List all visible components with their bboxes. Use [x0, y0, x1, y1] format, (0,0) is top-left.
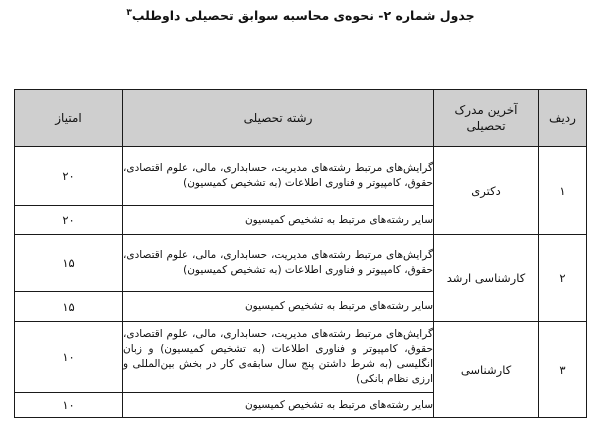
- table-title-text: جدول شماره ۲- نحوه‌ی محاسبه سوابق تحصیلی داوطلب: [131, 8, 475, 24]
- header-degree: آخرین مدرک تحصیلی: [434, 90, 539, 147]
- table-row: [15, 235, 587, 292]
- header-row-number: ردیف: [539, 90, 587, 147]
- header-field: رشته تحصیلی: [123, 90, 434, 147]
- degree-cell: دکتری: [434, 147, 539, 235]
- header-score: امتیاز: [15, 90, 123, 147]
- degree-cell: کارشناسی: [434, 322, 539, 418]
- score-cell: ۲۰: [15, 206, 123, 235]
- row-number: ۱: [539, 147, 587, 235]
- field-cell: گرایش‌های مرتبط رشته‌های مدیریت، حسابداری، مالی، علوم اقتصادی، حقوق، کامپیوتر و فناوری اطلاعات (به تشخیص کمیسیون): [123, 147, 434, 206]
- score-cell: ۱۵: [15, 292, 123, 322]
- table-row: [15, 147, 587, 206]
- field-cell: گرایش‌های مرتبط رشته‌های مدیریت، حسابداری، مالی، علوم اقتصادی، حقوق، کامپیوتر و فناوری اطلاعات (به تشخیص کمیسیون) و زبان انگلیسی (به شرط داشتن پنج سال سابقه‌ی کار در بخش بین‌المللی و ارزی نظام بانکی): [123, 322, 434, 393]
- score-cell: ۱۰: [15, 322, 123, 393]
- field-cell: سایر رشته‌های مرتبط به تشخیص کمیسیون: [123, 292, 434, 322]
- title-footnote-marker: ۳: [126, 8, 132, 18]
- row-number: ۲: [539, 235, 587, 322]
- row-number: ۳: [539, 322, 587, 418]
- academic-records-table: [14, 89, 587, 418]
- table-title: [0, 8, 601, 23]
- table-row: [15, 322, 587, 393]
- field-cell: سایر رشته‌های مرتبط به تشخیص کمیسیون: [123, 393, 434, 418]
- score-cell: ۱۰: [15, 393, 123, 418]
- field-cell: گرایش‌های مرتبط رشته‌های مدیریت، حسابداری، مالی، علوم اقتصادی، حقوق، کامپیوتر و فناوری اطلاعات (به تشخیص کمیسیون): [123, 235, 434, 292]
- field-cell: سایر رشته‌های مرتبط به تشخیص کمیسیون: [123, 206, 434, 235]
- header-row: [15, 90, 587, 147]
- score-cell: ۲۰: [15, 147, 123, 206]
- score-cell: ۱۵: [15, 235, 123, 292]
- degree-cell: کارشناسی ارشد: [434, 235, 539, 322]
